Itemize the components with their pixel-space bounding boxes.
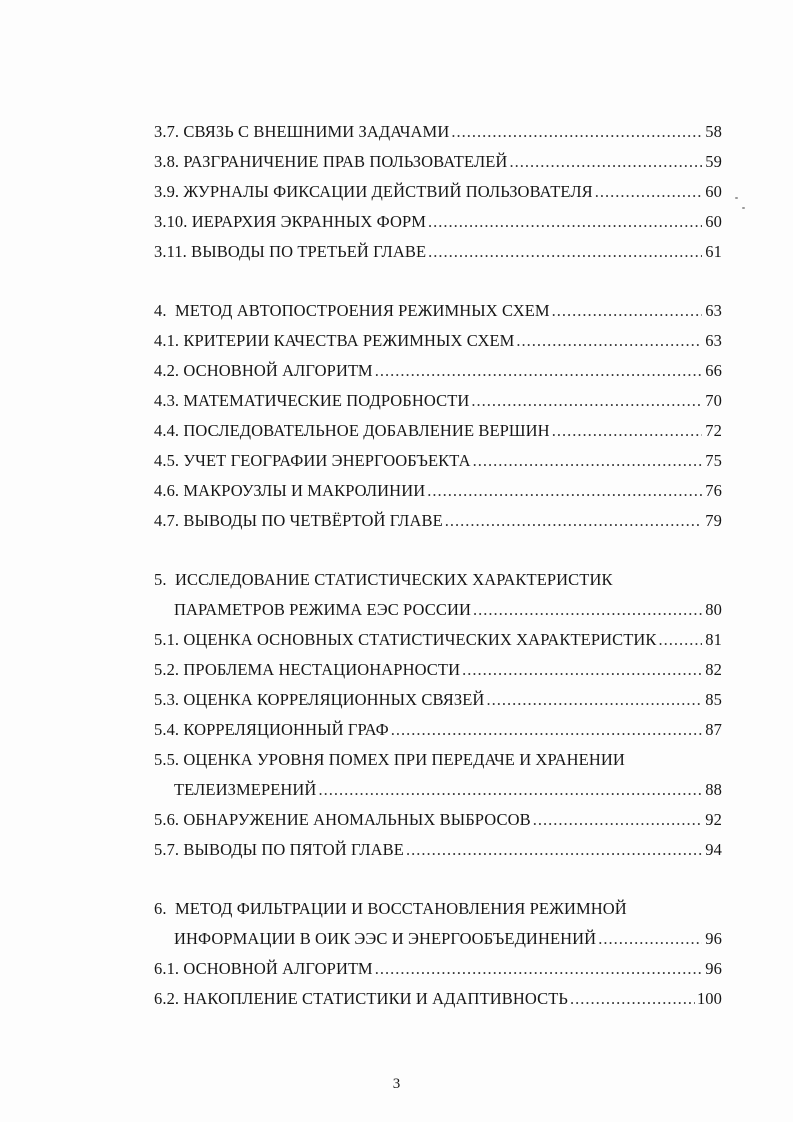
toc-entry-page: 60 <box>705 212 722 231</box>
toc-entry-6-2[interactable] <box>154 984 722 1014</box>
toc-entry-page: 100 <box>696 989 722 1008</box>
toc-entry-title-continued: ТЕЛЕИЗМЕРЕНИЙ <box>174 780 317 799</box>
toc-leader-dots <box>595 177 702 207</box>
toc-entry-number: 5.7. <box>154 840 180 859</box>
table-of-contents <box>154 117 722 1014</box>
toc-entry-title: ВЫВОДЫ ПО ЧЕТВЁРТОЙ ГЛАВЕ <box>183 511 443 530</box>
toc-entry-title: ОБНАРУЖЕНИЕ АНОМАЛЬНЫХ ВЫБРОСОВ <box>183 810 531 829</box>
toc-entry-5-6[interactable] <box>154 805 722 835</box>
toc-section-6 <box>154 894 722 1014</box>
toc-entry-page: 96 <box>705 959 722 978</box>
toc-entry-4-5[interactable] <box>154 446 722 476</box>
toc-entry-number: 4.7. <box>154 511 180 530</box>
toc-leader-dots <box>428 207 702 237</box>
toc-leader-dots <box>471 386 702 416</box>
toc-entry-title: МАТЕМАТИЧЕСКИЕ ПОДРОБНОСТИ <box>183 391 470 410</box>
section-gap <box>154 865 722 894</box>
toc-leader-dots <box>533 805 702 835</box>
toc-entry-title: СВЯЗЬ С ВНЕШНИМИ ЗАДАЧАМИ <box>183 122 450 141</box>
toc-entry-5-2[interactable] <box>154 655 722 685</box>
toc-entry-title: КОРРЕЛЯЦИОННЫЙ ГРАФ <box>183 720 389 739</box>
toc-leader-dots <box>473 595 702 625</box>
toc-entry-5-4[interactable] <box>154 715 722 745</box>
toc-entry-number: 5.1. <box>154 630 180 649</box>
toc-chapter-6-heading-line2[interactable] <box>154 924 722 954</box>
toc-entry-4-4[interactable] <box>154 416 722 446</box>
toc-entry-title: ОСНОВНОЙ АЛГОРИТМ <box>183 361 373 380</box>
toc-entry-number: 4.3. <box>154 391 180 410</box>
toc-entry-page: 66 <box>705 361 722 380</box>
toc-entry-number: 4.4. <box>154 421 180 440</box>
toc-leader-dots <box>516 326 702 356</box>
toc-leader-dots <box>445 506 702 536</box>
toc-entry-number: 5.4. <box>154 720 180 739</box>
toc-entry-page: 75 <box>705 451 722 470</box>
toc-leader-dots <box>570 984 695 1014</box>
toc-entry-title: УЧЕТ ГЕОГРАФИИ ЭНЕРГООБЪЕКТА <box>183 451 471 470</box>
toc-entry-page: 58 <box>705 122 722 141</box>
toc-leader-dots <box>406 835 702 865</box>
toc-leader-dots <box>427 476 702 506</box>
toc-chapter-title: МЕТОД ФИЛЬТРАЦИИ И ВОССТАНОВЛЕНИЯ РЕЖИМНОЙ <box>175 899 627 918</box>
toc-leader-dots <box>375 356 702 386</box>
toc-entry-number: 3.8. <box>154 152 180 171</box>
toc-entry-page: 92 <box>705 810 722 829</box>
toc-entry-4-6[interactable] <box>154 476 722 506</box>
toc-chapter-number: 6. <box>154 899 167 918</box>
toc-entry-page: 61 <box>705 242 722 261</box>
toc-leader-dots <box>391 715 702 745</box>
toc-entry-number: 5.5. <box>154 750 180 769</box>
scan-speck <box>735 197 738 199</box>
toc-entry-3-8[interactable] <box>154 147 722 177</box>
toc-entry-page: 94 <box>705 840 722 859</box>
toc-leader-dots <box>462 655 702 685</box>
toc-entry-3-11[interactable] <box>154 237 722 267</box>
toc-entry-page: 79 <box>705 511 722 530</box>
toc-entry-number: 5.6. <box>154 810 180 829</box>
section-gap <box>154 536 722 565</box>
toc-entry-page: 80 <box>705 600 722 619</box>
toc-entry-4-2[interactable] <box>154 356 722 386</box>
toc-entry-page: 63 <box>705 331 722 350</box>
toc-section-5 <box>154 565 722 865</box>
toc-entry-page: 81 <box>705 630 722 649</box>
toc-entry-title: ВЫВОДЫ ПО ТРЕТЬЕЙ ГЛАВЕ <box>191 242 427 261</box>
toc-entry-title: МАКРОУЗЛЫ И МАКРОЛИНИИ <box>183 481 426 500</box>
toc-chapter-title: ИССЛЕДОВАНИЕ СТАТИСТИЧЕСКИХ ХАРАКТЕРИСТИК <box>175 570 613 589</box>
toc-entry-3-10[interactable] <box>154 207 722 237</box>
toc-chapter-5-heading-line1[interactable] <box>154 565 722 595</box>
toc-entry-title: ПРОБЛЕМА НЕСТАЦИОНАРНОСТИ <box>183 660 461 679</box>
toc-entry-page: 82 <box>705 660 722 679</box>
toc-section-3 <box>154 117 722 267</box>
toc-entry-page: 88 <box>705 780 722 799</box>
toc-chapter-number: 5. <box>154 570 167 589</box>
toc-leader-dots <box>598 924 702 954</box>
toc-entry-5-7[interactable] <box>154 835 722 865</box>
toc-entry-number: 5.3. <box>154 690 180 709</box>
toc-entry-number: 3.11. <box>154 242 187 261</box>
toc-chapter-4-heading[interactable] <box>154 296 722 326</box>
toc-entry-title: ЖУРНАЛЫ ФИКСАЦИИ ДЕЙСТВИЙ ПОЛЬЗОВАТЕЛЯ <box>183 182 593 201</box>
toc-leader-dots <box>509 147 702 177</box>
toc-leader-dots <box>318 775 702 805</box>
page-number: 3 <box>392 1076 401 1092</box>
toc-entry-page: 85 <box>705 690 722 709</box>
toc-leader-dots <box>428 237 702 267</box>
toc-entry-4-1[interactable] <box>154 326 722 356</box>
toc-entry-title: ВЫВОДЫ ПО ПЯТОЙ ГЛАВЕ <box>183 840 404 859</box>
toc-entry-4-7[interactable] <box>154 506 722 536</box>
toc-entry-page: 70 <box>705 391 722 410</box>
toc-entry-number: 4.1. <box>154 331 180 350</box>
toc-leader-dots <box>659 625 702 655</box>
toc-chapter-5-heading-line2[interactable] <box>154 595 722 625</box>
toc-leader-dots <box>552 296 702 326</box>
toc-entry-5-5-line2[interactable] <box>154 775 722 805</box>
toc-entry-number: 3.10. <box>154 212 188 231</box>
toc-leader-dots <box>552 416 702 446</box>
toc-entry-page: 96 <box>705 929 722 948</box>
toc-entry-number: 6.2. <box>154 989 180 1008</box>
toc-entry-number: 3.9. <box>154 182 180 201</box>
toc-leader-dots <box>375 954 702 984</box>
scan-speck <box>742 207 745 209</box>
toc-entry-4-3[interactable] <box>154 386 722 416</box>
toc-entry-5-3[interactable] <box>154 685 722 715</box>
toc-entry-title: КРИТЕРИИ КАЧЕСТВА РЕЖИМНЫХ СХЕМ <box>183 331 515 350</box>
toc-chapter-6-heading-line1[interactable] <box>154 894 722 924</box>
toc-leader-dots <box>486 685 702 715</box>
toc-entry-page: 59 <box>705 152 722 171</box>
toc-entry-title: ОЦЕНКА ОСНОВНЫХ СТАТИСТИЧЕСКИХ ХАРАКТЕРИСТИК <box>183 630 657 649</box>
section-gap <box>154 267 722 296</box>
toc-section-4 <box>154 296 722 536</box>
toc-entry-5-5-line1[interactable] <box>154 745 722 775</box>
toc-entry-title: РАЗГРАНИЧЕНИЕ ПРАВ ПОЛЬЗОВАТЕЛЕЙ <box>183 152 508 171</box>
toc-entry-title: ОЦЕНКА КОРРЕЛЯЦИОННЫХ СВЯЗЕЙ <box>183 690 485 709</box>
toc-chapter-title-continued: ПАРАМЕТРОВ РЕЖИМА ЕЭС РОССИИ <box>174 600 471 619</box>
toc-chapter-number: 4. <box>154 301 167 320</box>
toc-entry-title: ОСНОВНОЙ АЛГОРИТМ <box>183 959 373 978</box>
toc-entry-page: 63 <box>705 301 722 320</box>
toc-entry-3-7[interactable] <box>154 117 722 147</box>
toc-entry-title: НАКОПЛЕНИЕ СТАТИСТИКИ И АДАПТИВНОСТЬ <box>183 989 568 1008</box>
toc-leader-dots <box>451 117 702 147</box>
toc-entry-5-1[interactable] <box>154 625 722 655</box>
toc-entry-number: 4.2. <box>154 361 180 380</box>
toc-entry-title: ОЦЕНКА УРОВНЯ ПОМЕХ ПРИ ПЕРЕДАЧЕ И ХРАНЕНИИ <box>183 750 625 769</box>
toc-entry-page: 60 <box>705 182 722 201</box>
toc-entry-page: 87 <box>705 720 722 739</box>
toc-entry-page: 72 <box>705 421 722 440</box>
toc-entry-3-9[interactable] <box>154 177 722 207</box>
toc-entry-number: 3.7. <box>154 122 180 141</box>
toc-leader-dots <box>473 446 702 476</box>
toc-entry-title: ИЕРАРХИЯ ЭКРАННЫХ ФОРМ <box>191 212 427 231</box>
toc-chapter-title: МЕТОД АВТОПОСТРОЕНИЯ РЕЖИМНЫХ СХЕМ <box>175 301 550 320</box>
toc-entry-number: 4.6. <box>154 481 180 500</box>
toc-entry-6-1[interactable] <box>154 954 722 984</box>
toc-entry-number: 4.5. <box>154 451 180 470</box>
toc-entry-number: 6.1. <box>154 959 180 978</box>
toc-entry-number: 5.2. <box>154 660 180 679</box>
toc-entry-page: 76 <box>705 481 722 500</box>
toc-chapter-title-continued: ИНФОРМАЦИИ В ОИК ЭЭС И ЭНЕРГООБЪЕДИНЕНИЙ <box>174 929 597 948</box>
toc-entry-title: ПОСЛЕДОВАТЕЛЬНОЕ ДОБАВЛЕНИЕ ВЕРШИН <box>183 421 550 440</box>
